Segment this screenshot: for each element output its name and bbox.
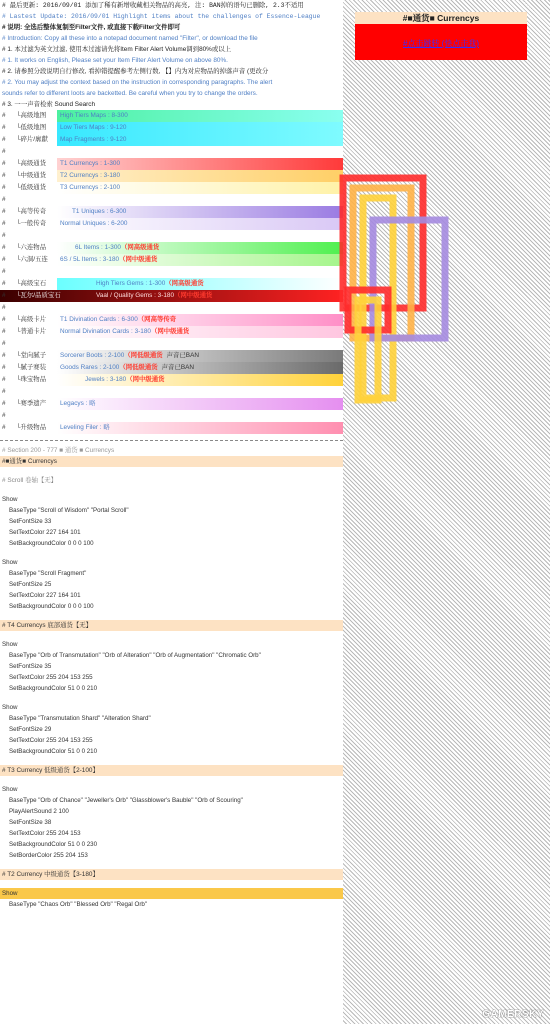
row-en-label	[96, 278, 204, 290]
hash-mark: #	[2, 148, 6, 155]
code-block	[0, 639, 343, 694]
sound-row	[0, 182, 343, 194]
header-line: # 最后更新: 2016/09/01 添加了稀有新增收藏相关物品的高亮, 注: BAN掉的语句已删除, 2.3不适用	[2, 2, 304, 9]
section-trail: # Section 200 - 777 ■ 通货 ■ Currencys	[0, 445, 343, 456]
row-en-label	[60, 182, 120, 194]
row-en-text: Map Fragments : 9-120	[60, 136, 127, 143]
hash-mark: #	[2, 316, 6, 323]
row-en-text: T1 Divination Cards : 6-300	[60, 316, 138, 323]
sound-row	[0, 218, 343, 230]
header-line: # 2. 请参照分段说明自行修改, 看掉错提醒参考左侧行数, 【】内为对应物品的掉落声音 (更改分	[2, 68, 269, 75]
code-line: SetTextColor 255 204 153 255	[9, 674, 93, 681]
row-en-label	[60, 218, 128, 230]
code-line: SetTextColor 227 164 101	[9, 529, 81, 536]
sound-row	[0, 374, 343, 386]
code-line: BaseType "Orb of Chance" "Jeweller's Orb" "Glassblower's Bauble" "Orb of Scouring"	[9, 797, 243, 804]
row-zh-label: └升级物品	[16, 424, 47, 431]
t3-title: # T3 Currency 低级通货【2-100】	[0, 765, 343, 776]
row-zh-label: └腻子赛装	[16, 364, 47, 371]
hash-mark: #	[2, 424, 6, 431]
sound-row	[0, 242, 343, 254]
hash-mark: #	[2, 172, 6, 179]
row-zh-label: └六连物品	[16, 244, 47, 251]
row-zh-label: └赛季遗产	[16, 400, 47, 407]
hash-mark: #	[2, 196, 6, 203]
show-keyword: Show	[2, 559, 18, 566]
row-zh-label: └高级通货	[16, 160, 47, 167]
hash-mark: #	[2, 160, 6, 167]
row-en-text: High Tiers Maps : 8-300	[60, 112, 128, 119]
row-en-label	[85, 374, 165, 386]
show-keyword: Show	[2, 786, 18, 793]
row-zh-label: └碎片/廓獻	[16, 136, 48, 143]
t4-title: # T4 Currencys 底部通货【无】	[0, 620, 343, 631]
row-highlight: （网中级通货	[126, 376, 165, 383]
sound-row	[0, 146, 343, 158]
row-en-label	[60, 254, 157, 266]
hash-mark: #	[2, 364, 6, 371]
hash-mark: #	[2, 280, 6, 287]
row-en-label	[60, 350, 199, 362]
row-zh-label: └高级宝石	[16, 280, 47, 287]
hatched-background	[343, 0, 550, 1024]
hash-mark: #	[2, 328, 6, 335]
sound-row	[0, 302, 343, 314]
row-en-text: High Tiers Gems : 1-300	[96, 280, 166, 287]
row-zh-label: └低级通货	[16, 184, 47, 191]
row-ban-note: 声音已BAN	[166, 352, 199, 359]
sound-row	[0, 386, 343, 398]
row-highlight: （网低级通货	[119, 364, 158, 371]
row-en-label	[60, 422, 110, 434]
code-line: BaseType "Chaos Orb" "Blessed Orb" "Regal Orb"	[9, 901, 148, 908]
sound-brackets	[300, 170, 450, 410]
row-en-label	[60, 362, 194, 374]
code-line: SetTextColor 227 164 101	[9, 592, 81, 599]
row-highlight: （网低级通货	[124, 352, 163, 359]
bracket-frame	[358, 300, 378, 400]
header-line: # Lastest Update: 2016/09/01 Highlight items about the challenges of Essence-League	[2, 13, 321, 20]
hash-mark: #	[2, 340, 6, 347]
row-en-text: T2 Currencys : 3-180	[60, 172, 121, 179]
show-keyword: Show	[0, 888, 343, 899]
row-zh-label: └高级卡片	[16, 316, 47, 323]
row-en-text: Goods Rares : 2-100	[60, 364, 120, 371]
row-en-text: Normal Divination Cards : 3-180	[60, 328, 151, 335]
row-en-text: T1 Currencys : 1-300	[60, 160, 121, 167]
header-line: # 3. 一一声音检索 Sound Search	[2, 101, 96, 108]
row-en-label	[75, 242, 159, 254]
hash-mark: #	[2, 232, 6, 239]
sound-row	[0, 290, 343, 302]
row-en-text: Vaal / Quality Gems : 3-180	[96, 292, 175, 299]
panel-title: #■通货■ Currencys	[355, 12, 527, 24]
hash-mark: #	[2, 292, 6, 299]
hash-mark: #	[2, 400, 6, 407]
hash-mark: #	[2, 124, 6, 131]
row-zh-label: └一般传奇	[16, 220, 47, 227]
sound-row	[0, 254, 343, 266]
row-en-label	[60, 134, 126, 146]
code-line: PlayAlertSound 2 100	[9, 808, 69, 815]
code-block	[0, 888, 343, 910]
row-zh-label: └低级地图	[16, 124, 47, 131]
code-line: SetBackgroundColor 51 0 0 230	[9, 841, 98, 848]
sound-row	[0, 110, 343, 122]
row-zh-label: └中级通货	[16, 172, 47, 179]
scroll-title: # Scroll 卷轴【无】	[0, 475, 343, 486]
row-highlight: （网高级通货	[120, 244, 160, 251]
header-line: # Introduction: Copy all these into a notepad document named "Filter", or download the file	[2, 35, 258, 42]
code-line: SetBackgroundColor 0 0 0 100	[9, 540, 94, 547]
show-keyword: Show	[2, 704, 18, 711]
code-line: BaseType "Scroll Fragment"	[9, 570, 87, 577]
row-en-text: T1 Uniques : 6-300	[72, 208, 127, 215]
code-block	[0, 557, 343, 612]
sound-search-table	[0, 110, 343, 434]
code-line: BaseType "Scroll of Wisdom" "Portal Scroll"	[9, 507, 129, 514]
hash-mark: #	[2, 136, 6, 143]
code-line: SetBackgroundColor 51 0 0 210	[9, 748, 98, 755]
watermark: GAMERSKY	[482, 1009, 544, 1020]
row-zh-label: └高级地图	[16, 112, 47, 119]
sound-row	[0, 158, 343, 170]
row-en-label	[60, 314, 176, 326]
hash-mark: #	[2, 184, 6, 191]
header-line: sounds refer to different loots are backetted. Be careful when you try to change the orders.	[2, 90, 258, 97]
code-line: SetFontSize 38	[9, 819, 52, 826]
panel-red-box	[355, 24, 527, 60]
sound-row	[0, 350, 343, 362]
row-en-text: 6S / 5L Items : 3-180	[60, 256, 120, 263]
sound-row	[0, 314, 343, 326]
row-en-text: 6L Items : 1-300	[75, 244, 121, 251]
row-en-label	[60, 398, 96, 410]
row-highlight: （网中级通货	[174, 292, 213, 299]
row-en-label	[96, 290, 212, 302]
hash-mark: #	[2, 412, 6, 419]
row-ban-note: 声音已BAN	[161, 364, 194, 371]
row-en-label	[60, 326, 189, 338]
sound-row	[0, 134, 343, 146]
code-line: SetFontSize 33	[9, 518, 52, 525]
row-en-text: T3 Currencys : 2-100	[60, 184, 121, 191]
row-highlight: （网中级通货	[150, 328, 190, 335]
code-block	[0, 784, 343, 861]
row-zh-label: └普通卡片	[16, 328, 47, 335]
hash-mark: #	[2, 112, 6, 119]
row-en-label	[60, 170, 120, 182]
header-notes	[0, 0, 343, 110]
sound-row	[0, 266, 343, 278]
row-en-label	[60, 122, 126, 134]
row-highlight: （网高等传奇	[137, 316, 177, 323]
hash-mark: #	[2, 352, 6, 359]
hash-mark: #	[2, 208, 6, 215]
sound-row	[0, 362, 343, 374]
sound-row	[0, 326, 343, 338]
row-zh-label: └六洞/五连	[16, 256, 48, 263]
sound-row	[0, 194, 343, 206]
row-en-text: Jewels : 3-180	[85, 376, 127, 383]
row-highlight: （网高级通货	[165, 280, 204, 287]
row-en-text: Normal Uniques : 6-200	[60, 220, 128, 227]
section-title: #■通货■ Currencys	[0, 456, 343, 467]
header-line: # 说明: 全选后整体复制至Filter文件, 或直接下载Filter文件即可	[2, 24, 181, 31]
row-en-label	[60, 158, 120, 170]
row-zh-label: └瓦尔/品质宝石	[16, 292, 61, 299]
sound-row	[0, 422, 343, 434]
hash-mark: #	[2, 388, 6, 395]
sound-row	[0, 122, 343, 134]
row-en-text: Legacys : 略	[60, 400, 96, 407]
row-en-label	[60, 110, 128, 122]
sound-row	[0, 338, 343, 350]
jump-link[interactable]: #点击跳转 (快点击我)	[403, 39, 479, 48]
row-highlight: （网中级通货	[119, 256, 158, 263]
row-zh-label: └珠宝物品	[16, 376, 47, 383]
code-line: SetBackgroundColor 51 0 0 210	[9, 685, 98, 692]
row-en-text: Sorcerer Boots : 2-100	[60, 352, 125, 359]
row-zh-label: └堂向腻子	[16, 352, 47, 359]
row-zh-label: └高等传奇	[16, 208, 47, 215]
sound-row	[0, 206, 343, 218]
show-keyword: Show	[2, 496, 18, 503]
header-line: # 2. You may adjust the context based on the instruction in corresponding paragraphs. The alert	[2, 79, 273, 86]
hash-mark: #	[2, 256, 6, 263]
row-en-text: Low Tiers Maps : 9-120	[60, 124, 127, 131]
header-line: # 1. 本过滤为英文过滤, 使用本过滤请先将Item Filter Alert Volume调到80%或以上	[2, 46, 232, 53]
dashed-divider	[0, 440, 343, 442]
code-block	[0, 494, 343, 549]
show-keyword: Show	[2, 641, 18, 648]
code-block	[0, 702, 343, 757]
hash-mark: #	[2, 244, 6, 251]
code-line: SetTextColor 255 204 153	[9, 830, 81, 837]
t2-title: # T2 Currency 中级通货【3-180】	[0, 869, 343, 880]
currency-panel	[343, 0, 540, 62]
sound-row	[0, 398, 343, 410]
sound-row	[0, 410, 343, 422]
hash-mark: #	[2, 268, 6, 275]
code-line: SetBackgroundColor 0 0 0 100	[9, 603, 94, 610]
hash-mark: #	[2, 220, 6, 227]
sound-row	[0, 278, 343, 290]
sound-row	[0, 230, 343, 242]
row-en-label	[72, 206, 126, 218]
code-line: SetBorderColor 255 204 153	[9, 852, 88, 859]
code-line: SetFontSize 25	[9, 581, 52, 588]
row-en-text: Leveling Filer : 略	[60, 424, 110, 431]
code-line: SetTextColor 255 204 153 255	[9, 737, 93, 744]
header-line: # 1. It works on English, Please set your Item Filter Alert Volume on above 80%.	[2, 57, 228, 64]
sound-row	[0, 170, 343, 182]
code-line: SetFontSize 29	[9, 726, 52, 733]
code-line: BaseType "Orb of Transmutation" "Orb of Alteration" "Orb of Augmentation" "Chromatic Orb"	[9, 652, 261, 659]
code-line: SetFontSize 35	[9, 663, 52, 670]
code-line: BaseType "Transmutation Shard" "Alteration Shard"	[9, 715, 151, 722]
hash-mark: #	[2, 304, 6, 311]
hash-mark: #	[2, 376, 6, 383]
